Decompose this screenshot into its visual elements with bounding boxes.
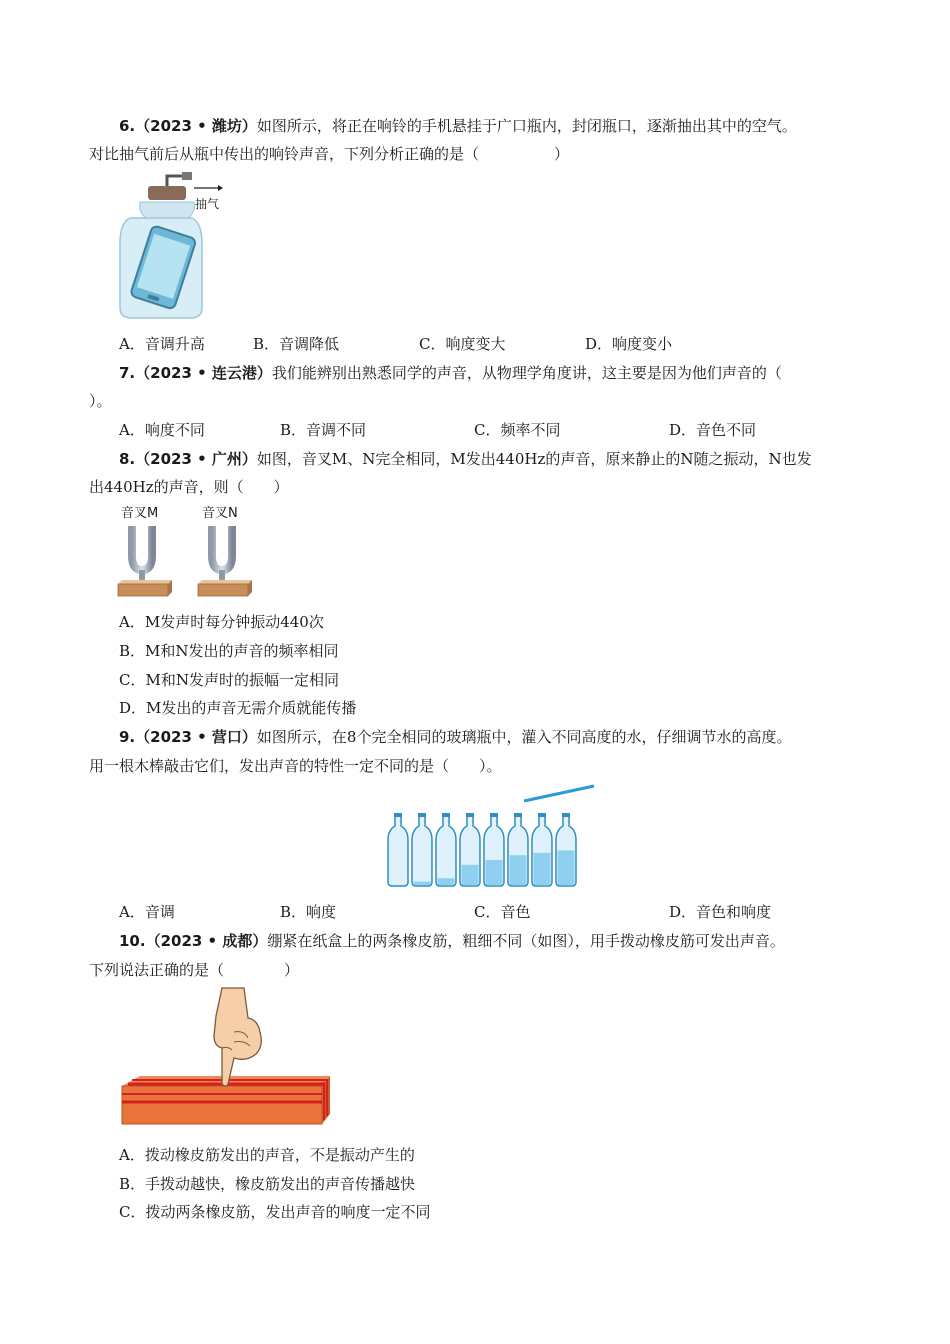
- q7-option-b[interactable]: B．音调不同: [280, 421, 367, 439]
- q8-line1: [119, 449, 812, 469]
- q8-option-b[interactable]: B．M和N发出的声音的频率相同: [119, 642, 339, 660]
- q7-source: （2023 • 连云港）: [135, 364, 272, 382]
- q7-option-d[interactable]: D．音色不同: [669, 421, 757, 439]
- water-level-7: [534, 853, 551, 885]
- q6-option-b[interactable]: B．音调降低: [253, 335, 340, 353]
- water-level-3: [438, 878, 455, 885]
- glass-bottle-3: [436, 813, 456, 886]
- q6-number: 6.: [119, 117, 136, 135]
- glass-bottle-2: [412, 813, 432, 886]
- q6-option-d[interactable]: D．响度变小: [585, 335, 673, 353]
- q9-option-d[interactable]: D．音色和响度: [669, 903, 772, 921]
- q9-bottles-figure: [384, 782, 599, 888]
- q6-option-c[interactable]: C．响度变大: [419, 335, 506, 353]
- q6-source: （2023 • 潍坊）: [135, 117, 257, 135]
- q9-text1: 如图所示，在8个完全相同的玻璃瓶中，灌入不同高度的水，仔细调节水的高度。: [256, 728, 792, 746]
- q10-line2: 下列说法正确的是（ ）: [89, 961, 300, 979]
- q8-option-a[interactable]: A．M发声时每分钟振动440次: [119, 613, 324, 631]
- resonance-box-n: [198, 580, 252, 584]
- q10-rubber-band-box-figure: [118, 988, 338, 1128]
- pump-arrow-icon: [194, 184, 224, 192]
- q7-line2: ）。: [89, 392, 112, 410]
- q7-text1: 我们能辨别出熟悉同学的声音，从物理学角度讲，这主要是因为他们声音的（: [271, 364, 782, 382]
- q7-option-a[interactable]: A．响度不同: [119, 421, 205, 439]
- jar-stopper: [148, 186, 186, 200]
- water-level-5: [486, 860, 503, 885]
- q6-line2: 对比抽气前后从瓶中传出的响铃声音，下列分析正确的是（ ）: [89, 145, 570, 163]
- q10-number: 10.: [119, 932, 146, 950]
- resonance-box-m: [118, 580, 172, 584]
- q7-option-c[interactable]: C．频率不同: [474, 421, 561, 439]
- fork-m-label: 音叉M: [121, 506, 159, 521]
- hand-icon: [214, 988, 261, 1086]
- q9-option-a[interactable]: A．音调: [119, 903, 175, 921]
- q8-text1: 如图，音叉M、N完全相同，M发出440Hz的声音，原来静止的N随之振动，N也发: [256, 450, 812, 468]
- jar-neck: [140, 202, 195, 218]
- q10-line1: [119, 931, 785, 951]
- q9-option-c[interactable]: C．音色: [474, 903, 531, 921]
- wooden-stick: [524, 786, 594, 801]
- q7-number: 7.: [119, 364, 136, 382]
- q10-text1: 绷紧在纸盒上的两条橡皮筋，粗细不同（如图），用手拨动橡皮筋可发出声音。: [267, 932, 785, 950]
- tuning-fork-n: [198, 526, 252, 596]
- water-level-8: [558, 850, 575, 885]
- q6-option-a[interactable]: A．音调升高: [119, 335, 205, 353]
- q10-source: （2023 • 成都）: [145, 932, 268, 950]
- q6-line1: [119, 116, 797, 136]
- glass-bottle-7: [532, 813, 552, 886]
- q8-tuning-forks-figure: [110, 522, 290, 602]
- water-level-2: [414, 882, 431, 885]
- q8-line2: 出440Hz的声音，则（ ）: [89, 478, 289, 496]
- glass-bottle-4: [460, 813, 480, 886]
- q10-option-c[interactable]: C．拨动两条橡皮筋，发出声音的响度一定不同: [119, 1203, 431, 1221]
- q6-text1: 如图所示，将正在响铃的手机悬挂于广口瓶内，封闭瓶口，逐渐抽出其中的空气。: [256, 117, 797, 135]
- q9-line2: 用一根木棒敲击它们，发出声音的特性一定不同的是（ ）。: [89, 757, 502, 775]
- q9-number: 9.: [119, 728, 136, 746]
- q9-source: （2023 • 营口）: [135, 728, 257, 746]
- q9-option-b[interactable]: B．响度: [280, 903, 337, 921]
- glass-bottle-1: [388, 813, 408, 886]
- q7-line1: [119, 363, 782, 383]
- glass-bottle-5: [484, 813, 504, 886]
- q8-number: 8.: [119, 450, 136, 468]
- q8-source: （2023 • 广州）: [135, 450, 257, 468]
- glass-bottle-8: [556, 813, 576, 886]
- q6-fig-label: 抽气: [195, 197, 220, 211]
- q10-option-a[interactable]: A．拨动橡皮筋发出的声音，不是振动产生的: [119, 1146, 415, 1164]
- tuning-fork-m: [118, 526, 172, 596]
- glass-bottle-6: [508, 813, 528, 886]
- water-level-4: [462, 865, 479, 885]
- q8-option-c[interactable]: C．M和N发声时的振幅一定相同: [119, 671, 339, 689]
- q10-option-b[interactable]: B．手拨动越快，橡皮筋发出的声音传播越快: [119, 1175, 416, 1193]
- q9-line1: [119, 727, 791, 747]
- q8-option-d[interactable]: D．M发出的声音无需介质就能传播: [119, 699, 357, 717]
- water-level-6: [510, 855, 527, 885]
- fork-n-label: 音叉N: [202, 506, 238, 521]
